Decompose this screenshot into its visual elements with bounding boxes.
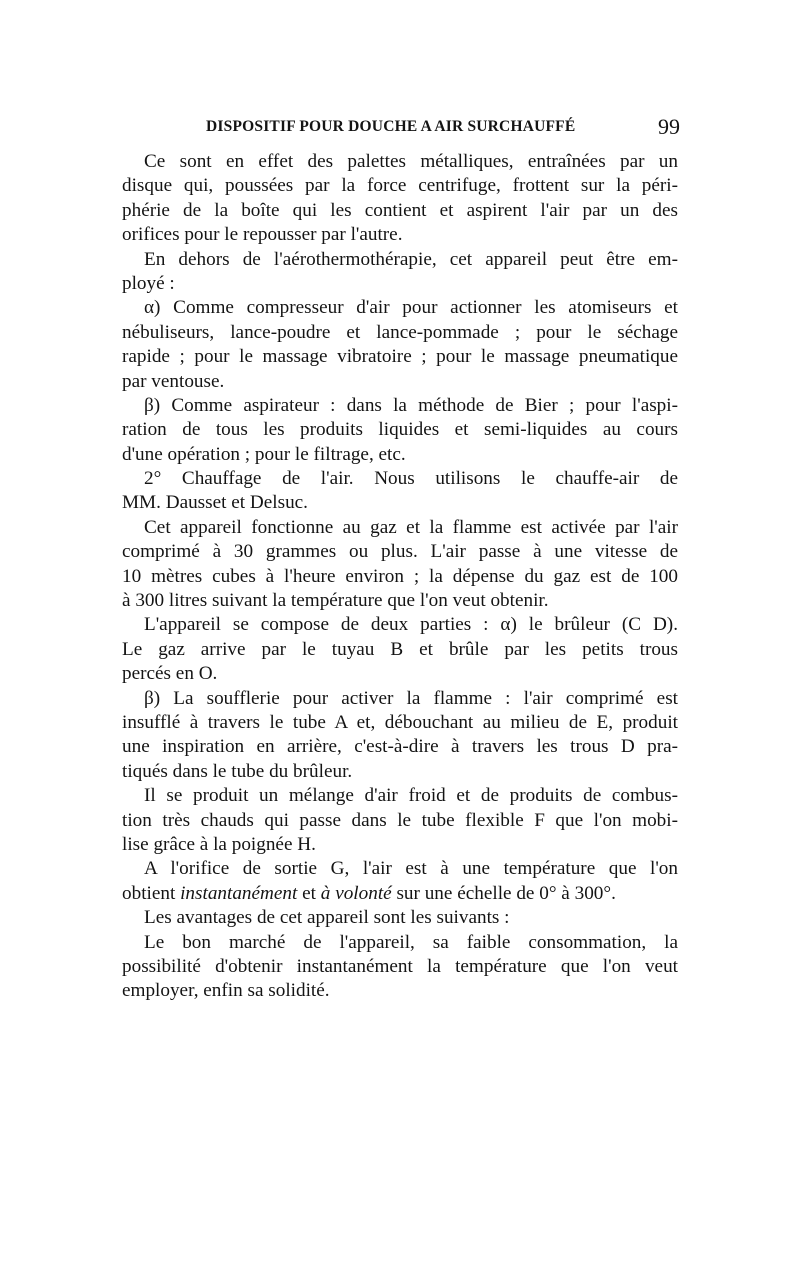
- text-line: comprimé à 30 grammes ou plus. L'air passe à une vitesse de: [122, 541, 678, 563]
- text-line: orifices pour le repousser par l'autre.: [122, 224, 403, 246]
- text-line: α) Comme compresseur d'air pour actionner les atomiseurs et: [144, 297, 678, 319]
- text-line: lise grâce à la poignée H.: [122, 833, 316, 855]
- text-line: A l'orifice de sortie G, l'air est à une température que l'on: [144, 858, 678, 880]
- text-line: Le gaz arrive par le tuyau B et brûle par les petits trous: [122, 638, 678, 660]
- italic-text: à volonté: [320, 882, 392, 904]
- text-line: [122, 882, 678, 906]
- text-line: MM. Dausset et Delsuc.: [122, 492, 308, 514]
- text-line: L'appareil se compose de deux parties : α) le brûleur (C D).: [144, 614, 678, 636]
- text-line: ration de tous les produits liquides et semi-liquides au cours: [122, 419, 678, 441]
- text-line: ployé :: [122, 272, 175, 294]
- text-line: une inspiration en arrière, c'est-à-dire à travers les trous D pra-: [122, 736, 678, 758]
- text-line: phérie de la boîte qui les contient et aspirent l'air par un des: [122, 199, 678, 221]
- text-line: 10 mètres cubes à l'heure environ ; la dépense du gaz est de 100: [122, 565, 678, 587]
- body-text: [122, 150, 678, 1004]
- text-line: tion très chauds qui passe dans le tube flexible F que l'on mobi-: [122, 809, 678, 831]
- text-line: d'une opération ; pour le filtrage, etc.: [122, 443, 406, 465]
- page-number: 99: [658, 114, 680, 139]
- text-line: Le bon marché de l'appareil, sa faible consommation, la: [144, 931, 678, 953]
- text-span: sur une échelle de 0° à 300°.: [391, 882, 616, 904]
- text-line: β) Comme aspirateur : dans la méthode de Bier ; pour l'aspi-: [144, 394, 678, 416]
- text-line: En dehors de l'aérothermothérapie, cet appareil peut être em-: [144, 248, 678, 270]
- text-line: tiqués dans le tube du brûleur.: [122, 760, 353, 782]
- text-line: insufflé à travers le tube A et, débouchant au milieu de E, produit: [122, 711, 678, 733]
- text-line: Les avantages de cet appareil sont les suivants :: [144, 907, 510, 929]
- text-line: possibilité d'obtenir instantanément la température que l'on veut: [122, 955, 678, 977]
- text-line: Ce sont en effet des palettes métalliques, entraînées par un: [144, 151, 678, 172]
- text-line: nébuliseurs, lance-poudre et lance-pommade ; pour le séchage: [122, 321, 678, 343]
- italic-text: instantanément: [180, 882, 298, 904]
- text-line: β) La soufflerie pour activer la flamme : l'air comprimé est: [144, 687, 678, 709]
- text-line: à 300 litres suivant la température que l'on veut obtenir.: [122, 590, 549, 612]
- text-line: employer, enfin sa solidité.: [122, 980, 330, 1002]
- text-line: par ventouse.: [122, 370, 225, 392]
- text-line: percés en O.: [122, 663, 218, 685]
- text-line: disque qui, poussées par la force centrifuge, frottent sur la péri-: [122, 175, 678, 197]
- text-line: Il se produit un mélange d'air froid et de produits de combus-: [144, 785, 678, 807]
- text-line: Cet appareil fonctionne au gaz et la flamme est activée par l'air: [144, 516, 678, 538]
- running-head: [206, 114, 680, 142]
- running-title: DISPOSITIF POUR DOUCHE A AIR SURCHAUFFÉ: [206, 118, 576, 135]
- text-line: 2° Chauffage de l'air. Nous utilisons le chauffe-air de: [144, 468, 678, 490]
- text-span: obtient: [122, 882, 181, 904]
- text-line: rapide ; pour le massage vibratoire ; pour le massage pneumatique: [122, 346, 678, 368]
- text-span: et: [297, 882, 321, 904]
